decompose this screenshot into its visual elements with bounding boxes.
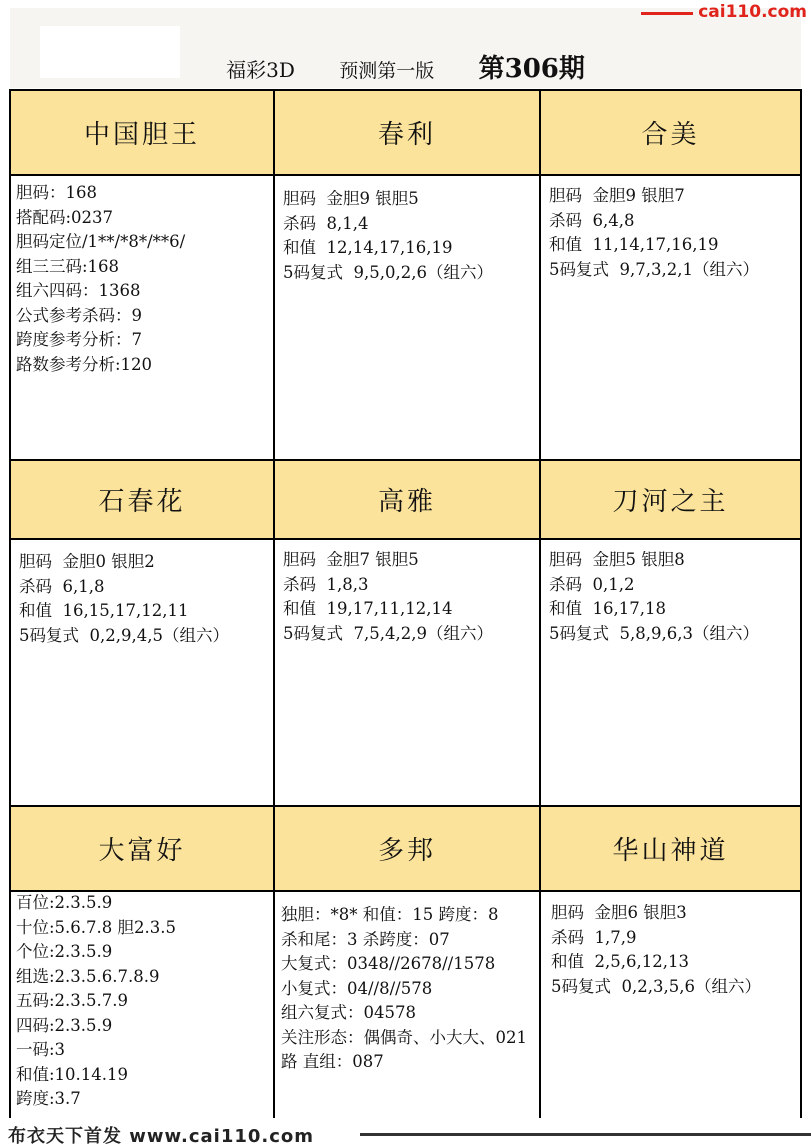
prediction-grid: [9, 89, 802, 1135]
watermark-top: cai110.com: [698, 2, 807, 22]
edition-label: 预测第一版: [339, 60, 435, 82]
expert-name-8: 多邦: [275, 807, 539, 892]
expert-content-5: 胆码 金胆7 银胆5 杀码 1,8,3 和值 19,17,11,12,14 5码复式 7,5,4,2,9（组六）: [283, 550, 493, 643]
expert-name-2: 春利: [275, 91, 539, 176]
expert-name-7: 大富好: [11, 807, 273, 892]
watermark-dash: [641, 12, 693, 15]
column-divider: [273, 91, 275, 1133]
expert-name-9: 华山神道: [541, 807, 800, 892]
expert-content-9: 胆码 金胆6 银胆3 杀码 1,7,9 和值 2,5,6,12,13 5码复式 0,2,3,5,6（组六）: [551, 903, 761, 996]
expert-content-4: 胆码 金胆0 银胆2 杀码 6,1,8 和值 16,15,17,12,11 5码复式 0,2,9,4,5（组六）: [19, 552, 229, 645]
page-header: [10, 8, 801, 88]
expert-name-4: 石春花: [11, 461, 273, 540]
expert-name-3: 合美: [541, 91, 800, 176]
expert-content-6: 胆码 金胆5 银胆8 杀码 0,1,2 和值 16,17,18 5码复式 5,8,9,6,3（组六）: [549, 550, 759, 643]
expert-content-2: 胆码 金胆9 银胆5 杀码 8,1,4 和值 12,14,17,16,19 5码复式 9,5,0,2,6（组六）: [283, 189, 493, 282]
expert-content-1: 胆码：168 搭配码:0237 胆码定位/1**/*8*/**6/ 组三三码:168 组六四码：1368 公式参考杀码：9 跨度参考分析：7 路数参考分析:120: [16, 183, 186, 374]
footer-rule: [360, 1133, 811, 1136]
expert-content-8: 独胆：*8* 和值：15 跨度：8 杀和尾：3 杀跨度：07 大复式：0348//2678//1578 小复式：04//8//578 组六复式：04578 关注形态：偶偶奇、小大大、021路 直组：087: [281, 905, 527, 1071]
expert-content-7: 百位:2.3.5.9 十位:5.6.7.8 胆2.3.5 个位:2.3.5.9 组选:2.3.5.6.7.8.9 五码:2.3.5.7.9 四码:2.3.5.9 一码:3 和值:10.14.19 跨度:3.7: [16, 893, 177, 1108]
title-row: [10, 48, 801, 85]
page-footer: [0, 1118, 811, 1146]
lottery-name: 福彩3D: [226, 58, 295, 82]
column-divider: [539, 91, 541, 1133]
expert-name-6: 刀河之主: [541, 461, 800, 540]
expert-name-1: 中国胆王: [11, 91, 273, 176]
issue-number: 第306期: [478, 54, 585, 84]
expert-name-5: 高雅: [275, 461, 539, 540]
expert-content-3: 胆码 金胆9 银胆7 杀码 6,4,8 和值 11,14,17,16,19 5码复式 9,7,3,2,1（组六）: [549, 186, 759, 279]
watermark-bottom: 布衣天下首发 www.cai110.com: [8, 1126, 315, 1147]
